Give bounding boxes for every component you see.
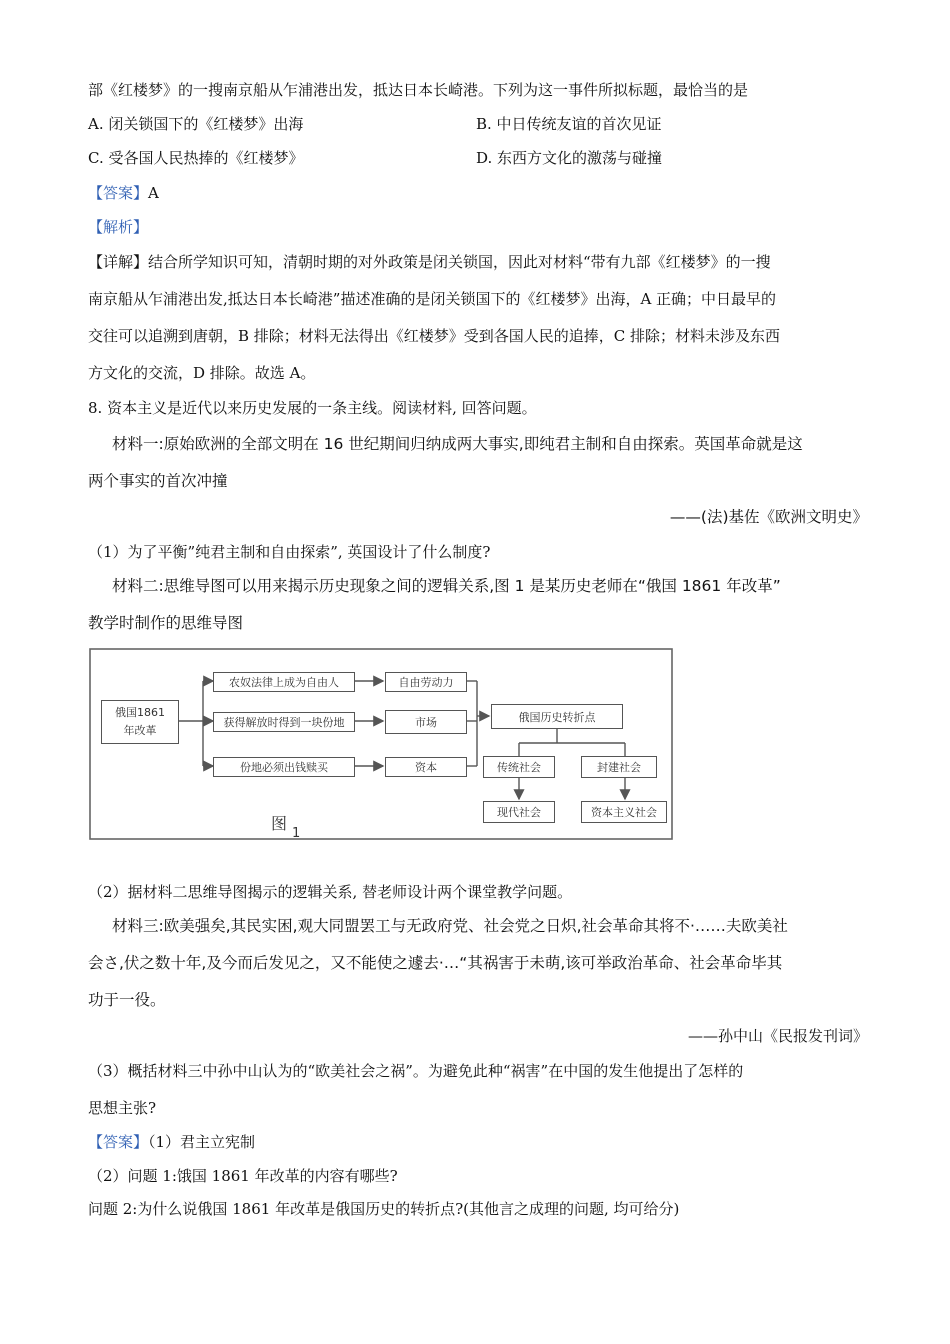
sub-question-1: （1）为了平衡”纯君主制和自由探索”, 英国设计了什么制度? xyxy=(88,543,491,561)
diagram-to-1: 现代社会 xyxy=(483,801,555,823)
figure-label: 图 xyxy=(271,814,288,833)
q7-option-c: C. 受各国人民热捧的《红楼梦》 xyxy=(88,149,304,167)
diagram-turning-point: 俄国历史转折点 xyxy=(491,704,623,729)
material-3-source: ——孙中山《民报发刊词》 xyxy=(687,1027,868,1045)
detail-line-3: 交往可以追溯到唐朝，B 排除；材料无法得出《红楼梦》受到各国人民的追捧，C 排除；材料未涉及东西 xyxy=(88,327,781,345)
answer-tag: 【答案】 xyxy=(88,184,149,202)
material-2-line-2: 教学时制作的思维导图 xyxy=(88,614,244,632)
detail-line-1: 【详解】结合所学知识可知，清朝时期的对外政策是闭关锁国，因此对材料“带有九部《红楼梦》的一搜 xyxy=(88,253,771,271)
sub-question-3-line-2: 思想主张? xyxy=(88,1099,157,1117)
material-3-line-3: 功于一役。 xyxy=(88,991,166,1009)
diagram-root-line-2: 年改革 xyxy=(123,724,157,737)
q8-answer-1 xyxy=(88,1131,868,1153)
q7-answer xyxy=(88,182,868,204)
material-2-line-1: 材料二:思维导图可以用来揭示历史现象之间的逻辑关系,图 1 是某历史老师在“俄国 1861 年改革” xyxy=(112,577,781,595)
diagram-root-box xyxy=(101,700,179,744)
sub-question-2: （2）据材料二思维导图揭示的逻辑关系, 替老师设计两个课堂教学问题。 xyxy=(88,883,573,901)
diagram-effect-2: 市场 xyxy=(385,710,467,734)
diagram-cause-3: 份地必须出钱赎买 xyxy=(213,757,355,777)
material-1-line-2: 两个事实的首次冲撞 xyxy=(88,472,228,490)
diagram-to-2: 资本主义社会 xyxy=(581,801,667,823)
material-1-line-1: 材料一:原始欧洲的全部文明在 16 世纪期间归纳成两大事实,即纯君主制和自由探索。英国革命就是这 xyxy=(112,435,803,453)
diagram-root-line-1: 俄国1861 xyxy=(115,706,165,719)
mind-map-figure xyxy=(89,648,673,840)
diagram-cause-1: 农奴法律上成为自由人 xyxy=(213,672,355,692)
diagram-cause-2: 获得解放时得到一块份地 xyxy=(213,712,355,732)
answer-value: A xyxy=(148,184,159,202)
diagram-effect-3: 资本 xyxy=(385,757,467,777)
detail-line-2: 南京船从乍浦港出发,抵达日本长崎港”描述准确的是闭关锁国下的《红楼梦》出海，A 正确；中日最早的 xyxy=(88,290,777,308)
diagram-from-2: 封建社会 xyxy=(581,756,657,778)
diagram-effect-1: 自由劳动力 xyxy=(385,672,467,692)
figure-number: 1 xyxy=(292,826,301,841)
q7-option-b: B. 中日传统友谊的首次见证 xyxy=(476,115,662,133)
q8-answer-2: （2）问题 1:饿国 1861 年改革的内容有哪些? xyxy=(88,1167,398,1185)
answer-value: （1）君主立宪制 xyxy=(148,1133,256,1151)
q8-stem: 8. 资本主义是近代以来历史发展的一条主线。阅读材料, 回答问题。 xyxy=(88,399,537,417)
q7-option-d: D. 东西方文化的激荡与碰撞 xyxy=(476,149,663,167)
detail-line-4: 方文化的交流，D 排除。故选 A。 xyxy=(88,364,316,382)
answer-tag: 【答案】 xyxy=(88,1133,149,1151)
q7-stem: 部《红楼梦》的一搜南京船从乍浦港出发，抵达日本长崎港。下列为这一事件所拟标题，最恰当的是 xyxy=(88,81,749,99)
material-3-line-2: 会さ,伏之数十年,及今而后发见之，又不能使之遽去·…“其祸害于未萌,该可举政治革命、社会革命毕其 xyxy=(88,954,783,972)
q7-option-a: A. 闭关锁国下的《红楼梦》出海 xyxy=(88,115,304,133)
material-3-line-1: 材料三:欧美强矣,其民实困,观大同盟罢工与无政府党、社会党之日炽,社会革命其将不·……夫欧美社 xyxy=(112,917,788,935)
sub-question-3-line-1: （3）概括材料三中孙中山认为的“欧美社会之祸”。为避免此种“祸害”在中国的发生他提出了怎样的 xyxy=(88,1062,744,1080)
analysis-tag: 【解析】 xyxy=(88,218,149,236)
q8-answer-2b: 问题 2:为什么说俄国 1861 年改革是俄国历史的转折点?(其他言之成理的问题, 均可给分) xyxy=(88,1200,680,1218)
diagram-from-1: 传统社会 xyxy=(483,756,555,778)
material-1-source: ——(法)基佐《欧洲文明史》 xyxy=(669,508,868,526)
